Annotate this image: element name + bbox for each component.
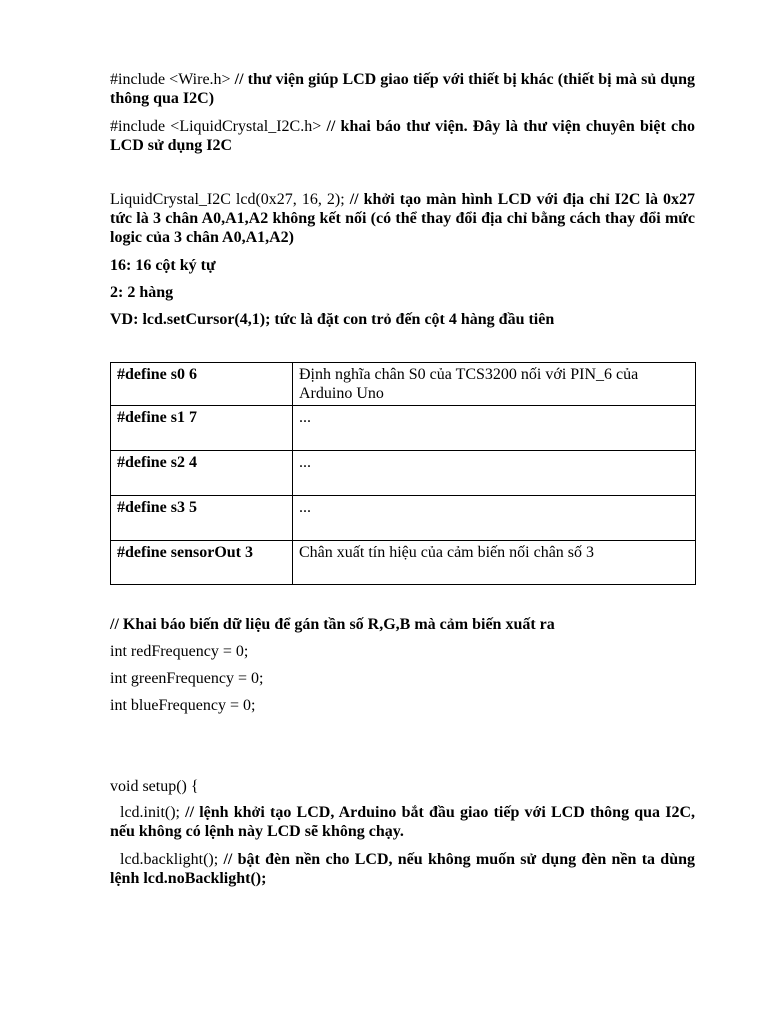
define-cell: #define s0 6 <box>111 363 293 406</box>
setup-lcd-backlight <box>110 850 695 888</box>
include-lcd <box>110 117 695 155</box>
table-row <box>111 541 696 585</box>
include-wire-code: #include <Wire.h> <box>110 71 235 88</box>
setup-lcd-backlight-code: lcd.backlight(); <box>120 851 224 868</box>
desc-cell: Chân xuất tín hiệu của cảm biến nối chân số 3 <box>293 541 696 585</box>
lcd-declaration-code: LiquidCrystal_I2C lcd(0x27, 16, 2); <box>110 191 350 208</box>
setup-header: void setup() { <box>110 778 199 795</box>
desc-cell: ... <box>293 451 696 496</box>
lcd-declaration-comment: // khởi tạo màn hình LCD với địa chỉ I2C là 0x27 tức là 3 chân A0,A1,A2 không kết nối (có thể thay đổi địa chỉ bằng cách thay đổi mức logic của 3 chân A0,A1,A2) <box>110 191 696 246</box>
freq-var-red: int redFrequency = 0; <box>110 643 249 660</box>
lcd-declaration <box>110 190 695 247</box>
table-row <box>111 363 696 406</box>
note-columns: 16: 16 cột ký tự <box>110 257 216 274</box>
define-cell: #define sensorOut 3 <box>111 541 293 585</box>
desc-cell: ... <box>293 406 696 451</box>
setup-lcd-backlight-comment: // bật đèn nền cho LCD, nếu không muốn sử dụng đèn nền ta dùng lệnh lcd.noBacklight(); <box>110 851 696 887</box>
define-cell: #define s3 5 <box>111 496 293 541</box>
table-row <box>111 496 696 541</box>
freq-var-blue: int blueFrequency = 0; <box>110 697 256 714</box>
define-cell: #define s2 4 <box>111 451 293 496</box>
note-example: VD: lcd.setCursor(4,1); tức là đặt con trỏ đến cột 4 hàng đầu tiên <box>110 311 555 328</box>
desc-cell: Định nghĩa chân S0 của TCS3200 nối với PIN_6 của Arduino Uno <box>293 363 696 406</box>
setup-lcd-init-code: lcd.init(); <box>120 804 186 821</box>
define-cell: #define s1 7 <box>111 406 293 451</box>
table-row <box>111 406 696 451</box>
include-lcd-code: #include <LiquidCrystal_I2C.h> <box>110 118 327 135</box>
include-wire-comment: // thư viện giúp LCD giao tiếp với thiết bị khác (thiết bị mà sủ dụng thông qua I2C) <box>110 71 695 107</box>
include-lcd-comment: // khai báo thư viện. Đây là thư viện chuyên biệt cho LCD sử dụng I2C <box>110 118 696 154</box>
table-row <box>111 451 696 496</box>
setup-lcd-init-comment: // lệnh khởi tạo LCD, Arduino bắt đầu giao tiếp với LCD thông qua I2C, nếu không có lệnh này LCD sẽ không chạy. <box>110 804 696 840</box>
setup-lcd-init <box>110 803 695 841</box>
defines-table <box>110 362 696 585</box>
desc-cell: ... <box>293 496 696 541</box>
include-wire <box>110 70 695 108</box>
note-rows: 2: 2 hàng <box>110 284 174 301</box>
freq-comment: // Khai báo biến dữ liệu để gán tần số R,G,B mà cảm biến xuất ra <box>110 616 555 633</box>
freq-var-green: int greenFrequency = 0; <box>110 670 264 687</box>
